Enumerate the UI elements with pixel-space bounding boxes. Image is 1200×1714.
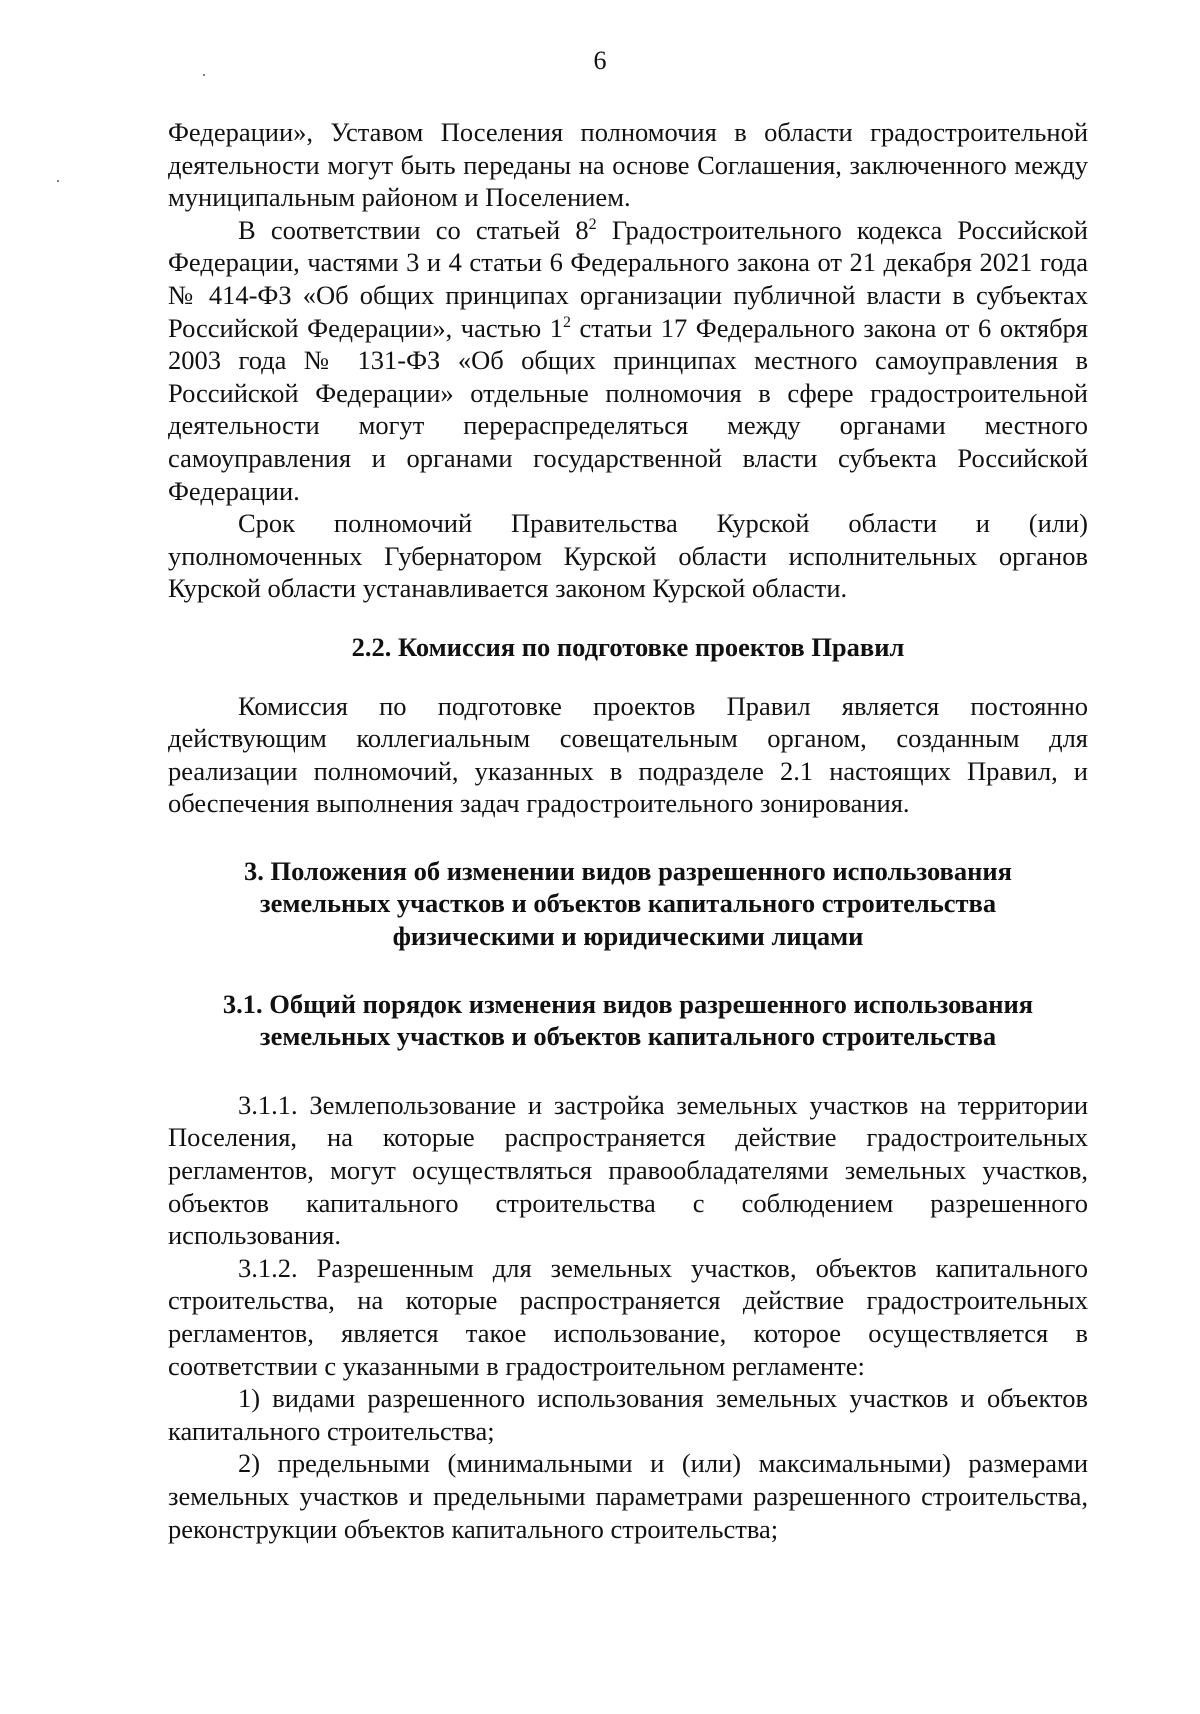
list-item-2: 2) предельными (минимальными и (или) максимальными) размерами земельных участков и предельными параметрами разрешенного строительства, реконструкции объектов капитального строительства;	[168, 1448, 1088, 1544]
scan-speck	[203, 74, 205, 76]
heading-line: 3. Положения об изменении видов разрешенного использования	[244, 855, 1012, 886]
paragraph-text: Градостроительного кодекса Российской Федерации, частями 3 и 4 статьи 6 Федерального закона от 21 декабря 2021 года № 414-ФЗ «Об общих принципах организации публичной власти в субъектах Российской Федерации», частью 1	[168, 214, 1088, 343]
paragraph-text: статьи 17 Федерального закона от 6 октября 2003 года № 131-ФЗ «Об общих принципах местного самоуправления в Российской Федерации» отдельные полномочия в сфере градостроительной деятельности могут перераспределяться между органами местного самоуправления и органами государственной власти субъекта Российской Федерации.	[168, 312, 1088, 506]
paragraph-text: В соответствии со статьей 8	[238, 214, 589, 245]
page-number: 6	[593, 46, 607, 75]
paragraph-commission-description: Комиссия по подготовке проектов Правил является постоянно действующим коллегиальным совещательным органом, созданным для реализации полномочий, указанных в подразделе 2.1 настоящих Правил, и обеспечения выполнения задач градостроительного зонирования.	[168, 690, 1088, 819]
heading-3-section	[168, 855, 1088, 953]
heading-3-1-section	[168, 988, 1088, 1053]
document-body	[168, 116, 1088, 1545]
paragraph-term-of-powers: Срок полномочий Правительства Курской области и (или) уполномоченных Губернатором Курской области исполнительных органов Курской области устанавливается законом Курской области.	[168, 508, 1088, 604]
heading-line: земельных участков и объектов капитального строительства	[259, 888, 997, 919]
heading-line: земельных участков и объектов капитального строительства	[259, 1021, 997, 1052]
scan-speck	[57, 180, 59, 182]
paragraph-3-1-2: 3.1.2. Разрешенным для земельных участков, объектов капитального строительства, на которые распространяется действие градостроительных регламентов, является такое использование, которое осуществляется в соответствии с указанными в градостроительном регламенте:	[168, 1252, 1088, 1381]
list-item-1: 1) видами разрешенного использования земельных участков и объектов капитального строительства;	[168, 1383, 1088, 1446]
heading-line: физическими и юридическими лицами	[392, 921, 864, 952]
paragraph-federation-charter: Федерации», Уставом Поселения полномочия в области градостроительной деятельности могут быть переданы на основе Соглашения, заключенного между муниципальным районом и Поселением.	[168, 117, 1088, 213]
heading-line: 3.1. Общий порядок изменения видов разрешенного использования	[222, 988, 1034, 1019]
heading-2-2-commission: 2.2. Комиссия по подготовке проектов Правил	[351, 631, 905, 662]
paragraph-3-1-1: 3.1.1. Землепользование и застройка земельных участков на территории Поселения, на которые распространяется действие градостроительных регламентов, могут осуществляться правообладателями земельных участков, объектов капитального строительства с соблюдением разрешенного использования.	[168, 1089, 1088, 1251]
superscript: 2	[588, 215, 597, 233]
paragraph-redistribution-of-powers	[168, 214, 1088, 507]
superscript: 2	[562, 313, 571, 331]
